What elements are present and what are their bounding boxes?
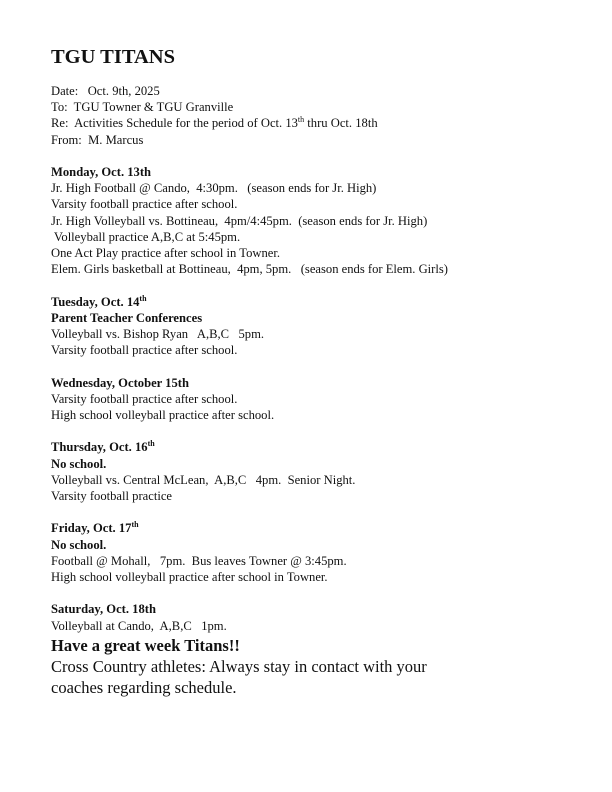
schedule-item bbox=[51, 391, 591, 407]
schedule-item-text: Parent Teacher Conferences bbox=[51, 310, 203, 325]
schedule-item-text: Varsity football practice after school. bbox=[51, 343, 238, 358]
schedule-item-text: No school. bbox=[51, 456, 107, 471]
schedule-item-text: High school volleyball practice after school. bbox=[51, 408, 275, 423]
superscript: th bbox=[297, 115, 305, 125]
header-to-text: To: TGU Towner & TGU Granville bbox=[51, 100, 234, 115]
day-heading bbox=[51, 601, 591, 617]
schedule-item-text: Jr. High Volleyball vs. Bottineau, 4pm/4:45pm. (season ends for Jr. High) bbox=[51, 213, 428, 228]
header-from-text: From: M. Marcus bbox=[51, 132, 144, 147]
day-section bbox=[51, 164, 591, 277]
header-from bbox=[51, 132, 591, 148]
header-date bbox=[51, 83, 591, 99]
schedule-item bbox=[51, 472, 591, 488]
schedule bbox=[51, 148, 591, 634]
schedule-item-text: Varsity football practice bbox=[51, 489, 172, 504]
document-page bbox=[51, 44, 591, 698]
day-section bbox=[51, 375, 591, 424]
day-heading-text: Saturday, Oct. 18th bbox=[51, 602, 156, 617]
blank-line bbox=[51, 585, 591, 601]
day-heading-text: Wednesday, October 15th bbox=[51, 375, 189, 390]
day-heading-text: Monday, Oct. 13th bbox=[51, 165, 152, 179]
schedule-item bbox=[51, 196, 591, 212]
day-section bbox=[51, 601, 591, 633]
schedule-item bbox=[51, 537, 591, 553]
superscript: th bbox=[147, 439, 155, 449]
schedule-item bbox=[51, 618, 591, 634]
memo-header bbox=[51, 83, 591, 148]
blank-line bbox=[51, 277, 591, 293]
schedule-item bbox=[51, 245, 591, 261]
blank-line bbox=[51, 148, 591, 164]
cross-country-note-line-2: coaches regarding schedule. bbox=[51, 677, 237, 697]
closing-message: Have a great week Titans!! bbox=[51, 635, 240, 655]
schedule-item bbox=[51, 456, 591, 472]
blank-line bbox=[51, 358, 591, 374]
day-heading bbox=[51, 294, 591, 310]
header-to bbox=[51, 99, 591, 115]
schedule-item-text: Football @ Mohall, 7pm. Bus leaves Towner @ 3:45pm. bbox=[51, 553, 347, 568]
schedule-item-text: No school. bbox=[51, 537, 107, 552]
schedule-item bbox=[51, 342, 591, 358]
schedule-item-text: Volleyball vs. Central McLean, A,B,C 4pm. Senior Night. bbox=[51, 472, 356, 487]
header-re-text-cont: thru Oct. 18th bbox=[304, 116, 378, 131]
schedule-item bbox=[51, 310, 591, 326]
day-section bbox=[51, 520, 591, 585]
cross-country-note-line-1: Cross Country athletes: Always stay in contact with your bbox=[51, 656, 427, 676]
day-heading-text: Tuesday, Oct. 14 bbox=[51, 294, 140, 309]
schedule-item bbox=[51, 229, 591, 245]
schedule-item-text: Volleyball at Cando, A,B,C 1pm. bbox=[51, 618, 227, 633]
schedule-item-text: Elem. Girls basketball at Bottineau, 4pm, 5pm. (season ends for Elem. Girls) bbox=[51, 262, 448, 277]
document-title: TGU TITANS bbox=[51, 46, 175, 68]
superscript: th bbox=[139, 293, 147, 303]
day-heading bbox=[51, 439, 591, 455]
header-re-text: Re: Activities Schedule for the period of Oct. 13 bbox=[51, 116, 298, 131]
superscript: th bbox=[131, 520, 139, 530]
schedule-item bbox=[51, 569, 591, 585]
schedule-item-text: High school volleyball practice after school in Towner. bbox=[51, 570, 328, 585]
day-heading bbox=[51, 520, 591, 536]
schedule-item bbox=[51, 326, 591, 342]
schedule-item bbox=[51, 261, 591, 277]
day-heading-text: Friday, Oct. 17 bbox=[51, 521, 132, 536]
schedule-item-text: Varsity football practice after school. bbox=[51, 197, 238, 212]
schedule-item bbox=[51, 553, 591, 569]
schedule-item-text: Volleyball practice A,B,C at 5:45pm. bbox=[51, 229, 241, 244]
schedule-item-text: One Act Play practice after school in Towner. bbox=[51, 246, 280, 261]
day-heading bbox=[51, 164, 591, 180]
schedule-item bbox=[51, 407, 591, 423]
blank-line bbox=[51, 504, 591, 520]
schedule-item-text: Varsity football practice after school. bbox=[51, 391, 238, 406]
day-heading bbox=[51, 375, 591, 391]
header-date-text: Date: Oct. 9th, 2025 bbox=[51, 84, 160, 98]
blank-line bbox=[51, 423, 591, 439]
schedule-item bbox=[51, 180, 591, 196]
schedule-item-text: Jr. High Football @ Cando, 4:30pm. (season ends for Jr. High) bbox=[51, 181, 377, 196]
header-re bbox=[51, 115, 591, 131]
schedule-item bbox=[51, 488, 591, 504]
schedule-item bbox=[51, 213, 591, 229]
day-section bbox=[51, 439, 591, 504]
schedule-item-text: Volleyball vs. Bishop Ryan A,B,C 5pm. bbox=[51, 327, 265, 342]
day-section bbox=[51, 294, 591, 359]
day-heading-text: Thursday, Oct. 16 bbox=[51, 440, 148, 455]
